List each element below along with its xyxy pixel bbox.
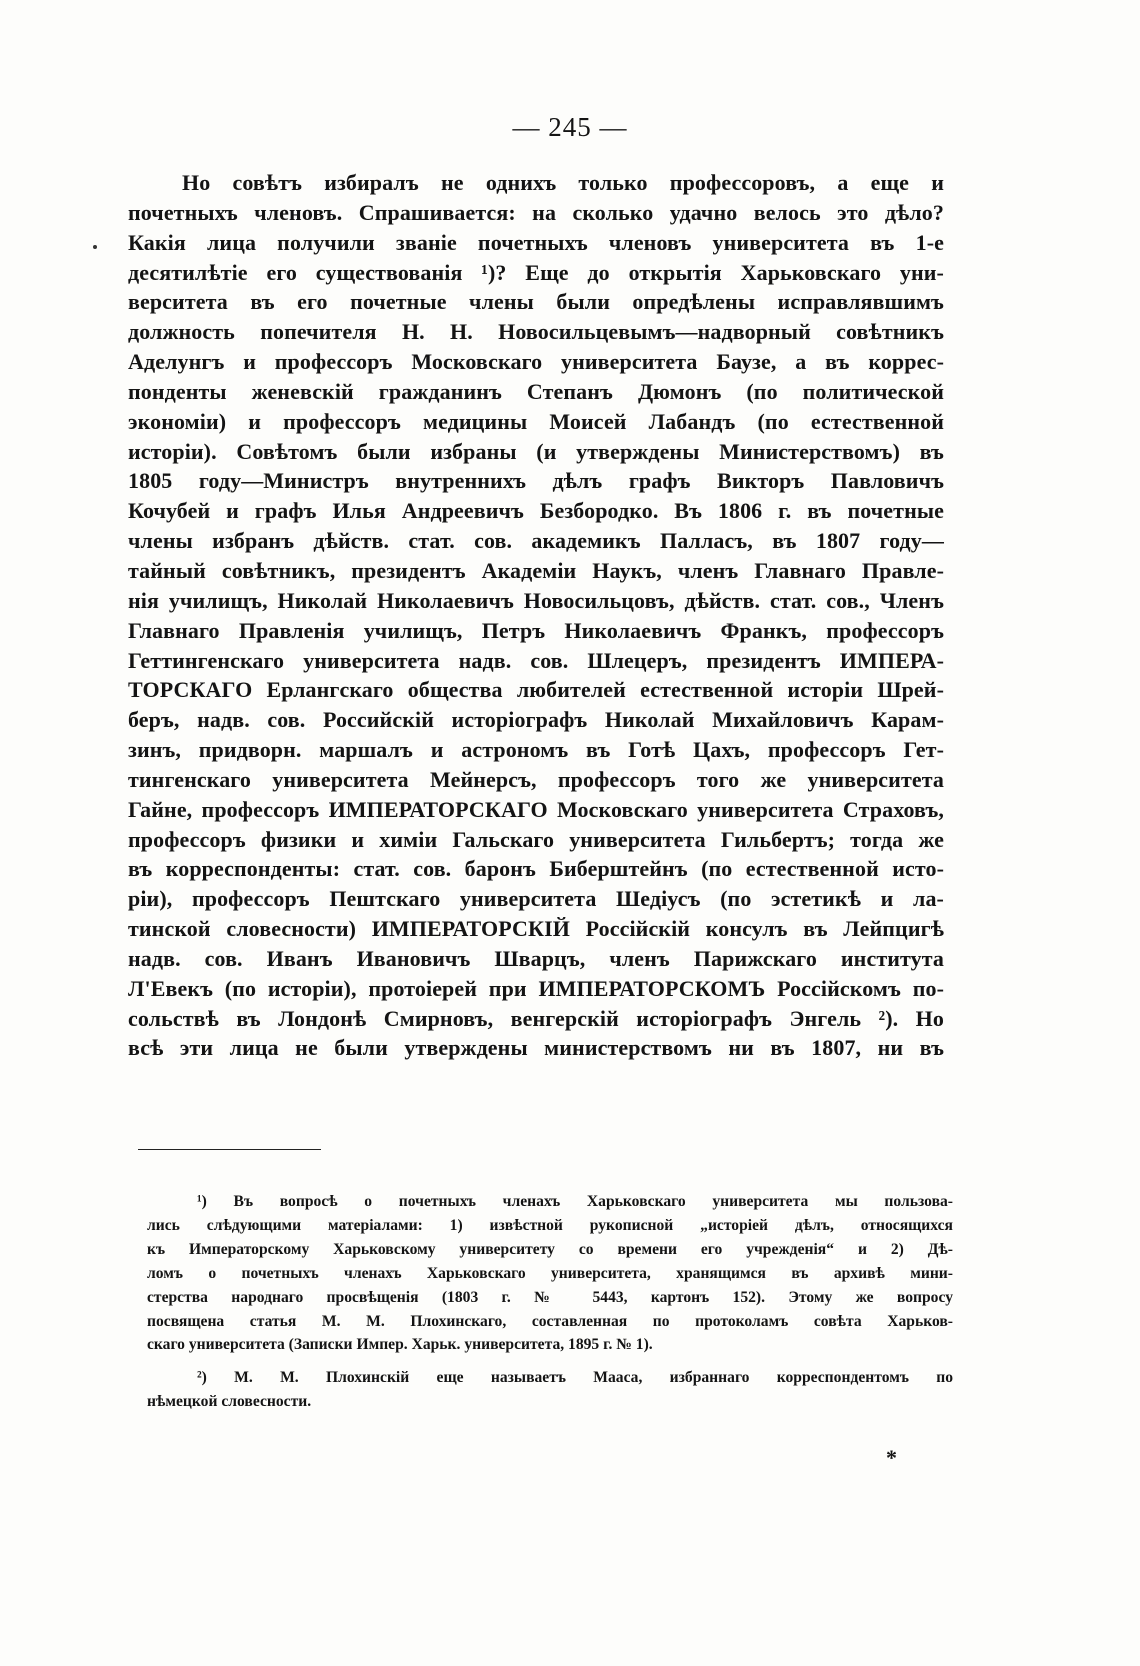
text-line: надв. сов. Иванъ Ивановичъ Шварцъ, членъ Парижскаго института [128, 945, 944, 971]
paper-speck [93, 245, 97, 249]
footnote-line: скаго университета (Записки Импер. Харьк. университета, 1895 г. № 1). [147, 1336, 653, 1354]
text-line: беръ, надв. сов. Российскій исторіографъ Николай Михайловичъ Карам- [128, 707, 944, 733]
text-line: должность попечителя Н. Н. Новосильцевымъ—надворный совѣтникъ [128, 319, 944, 345]
text-line: тайный совѣтникъ, президентъ Академіи Наукъ, членъ Главнаго Правле- [128, 557, 944, 583]
main-text [128, 168, 944, 1063]
text-line: тинской словесности) ИМПЕРАТОРСКІЙ Россійскій консулъ въ Лейпцигѣ [128, 916, 944, 942]
text-line: тингенскаго университета Мейнерсъ, профессоръ того же университета [128, 766, 944, 792]
footnote-line: ломъ о почетныхъ членахъ Харьковскаго университета, хранящимся въ архивѣ мини- [147, 1264, 953, 1282]
footnotes [147, 1190, 953, 1414]
text-line: профессоръ физики и химіи Гальскаго университета Гильбертъ; тогда же [128, 826, 944, 852]
footnote-line: посвящена статья М. М. Плохинскаго, составленная по протоколамъ совѣта Харьков- [147, 1312, 953, 1330]
text-line: Какія лица получили званіе почетныхъ членовъ университета въ 1-е [128, 229, 944, 255]
text-line: 1805 году—Министръ внутреннихъ дѣлъ графъ Викторъ Павловичъ [128, 468, 944, 494]
text-line: Но совѣтъ избиралъ не однихъ только профессоровъ, а еще и [182, 170, 944, 195]
text-line: члены избранъ дѣйств. стат. сов. академикъ Палласъ, въ 1807 году— [128, 528, 944, 554]
text-line: въ корреспонденты: стат. сов. баронъ Биберштейнъ (по естественной исто- [128, 856, 944, 882]
footnote-divider [138, 1149, 321, 1150]
footnote-gap [147, 1357, 953, 1366]
text-line: Л'Евекъ (по исторіи), протоіерей при ИМПЕРАТОРСКОМЪ Россійскомъ по- [128, 975, 944, 1001]
text-line: почетныхъ членовъ. Спрашивается: на сколько удачно велось это дѣло? [128, 199, 944, 225]
footnote-1 [147, 1190, 953, 1357]
text-line: Геттингенскаго университета надв. сов. Шлецеръ, президентъ ИМПЕРА- [128, 647, 944, 673]
footnote-line: лись слѣдующими матеріалами: 1) извѣстной рукописной „исторіей дѣлъ, относящихся [147, 1216, 953, 1234]
footnote-line: ¹) Въ вопросѣ о почетныхъ членахъ Харьковскаго университета мы пользова- [197, 1193, 953, 1210]
footnote-2 [147, 1366, 953, 1414]
text-line: Аделунгъ и профессоръ Московскаго университета Баузе, а въ коррес- [128, 349, 944, 375]
text-line: ТОРСКАГО Ерлангскаго общества любителей естественной исторіи Шрей- [128, 677, 944, 703]
text-line: всѣ эти лица не были утверждены министерствомъ ни въ 1807, ни въ [128, 1035, 944, 1061]
text-line: понденты женевскій гражданинъ Степанъ Дюмонъ (по политической [128, 378, 944, 404]
text-line: десятилѣтіе его существованія ¹)? Еще до открытія Харьковскаго уни- [128, 259, 944, 285]
text-line: Главнаго Правленія училищъ, Петръ Николаевичъ Франкъ, профессоръ [128, 617, 944, 643]
page-number: — 245 — [512, 112, 628, 142]
text-line: Гайне, профессоръ ИМПЕРАТОРСКАГО Московскаго университета Страховъ, [128, 796, 944, 822]
footnote-line: къ Императорскому Харьковскому университету со времени его учрежденія“ и 2) Дѣ- [147, 1240, 953, 1258]
text-line: сольствѣ въ Лондонѣ Смирновъ, венгерскій исторіографъ Энгель ²). Но [128, 1005, 944, 1031]
text-line: зинъ, придворн. маршалъ и астрономъ въ Готѣ Цахъ, профессоръ Гет- [128, 737, 944, 763]
footnote-line: ²) М. М. Плохинскій еще называетъ Мааса, избраннаго корреспондентомъ по [197, 1369, 953, 1387]
end-mark: * [886, 1445, 897, 1470]
text-line: верситета въ его почетные члены были опредѣлены исправлявшимъ [128, 289, 944, 315]
text-line: Кочубей и графъ Илья Андреевичъ Безбородко. Въ 1806 г. въ почетные [128, 498, 944, 524]
text-line: ріи), профессоръ Пештскаго университета Шедіусъ (по эстетикѣ и ла- [128, 886, 944, 912]
text-line: исторіи). Совѣтомъ были избраны (и утверждены Министерствомъ) въ [128, 438, 944, 464]
text-line: нія училищъ, Николай Николаевичъ Новосильцовъ, дѣйств. стат. сов., Членъ [128, 587, 944, 613]
text-line: экономіи) и профессоръ медицины Моисей Лабандъ (по естественной [128, 408, 944, 434]
footnote-line: нѣмецкой словесности. [147, 1393, 312, 1411]
footnote-line: стерства народнаго просвѣщенія (1803 г. № 5443, картонъ 152). Этому же вопросу [147, 1288, 953, 1306]
